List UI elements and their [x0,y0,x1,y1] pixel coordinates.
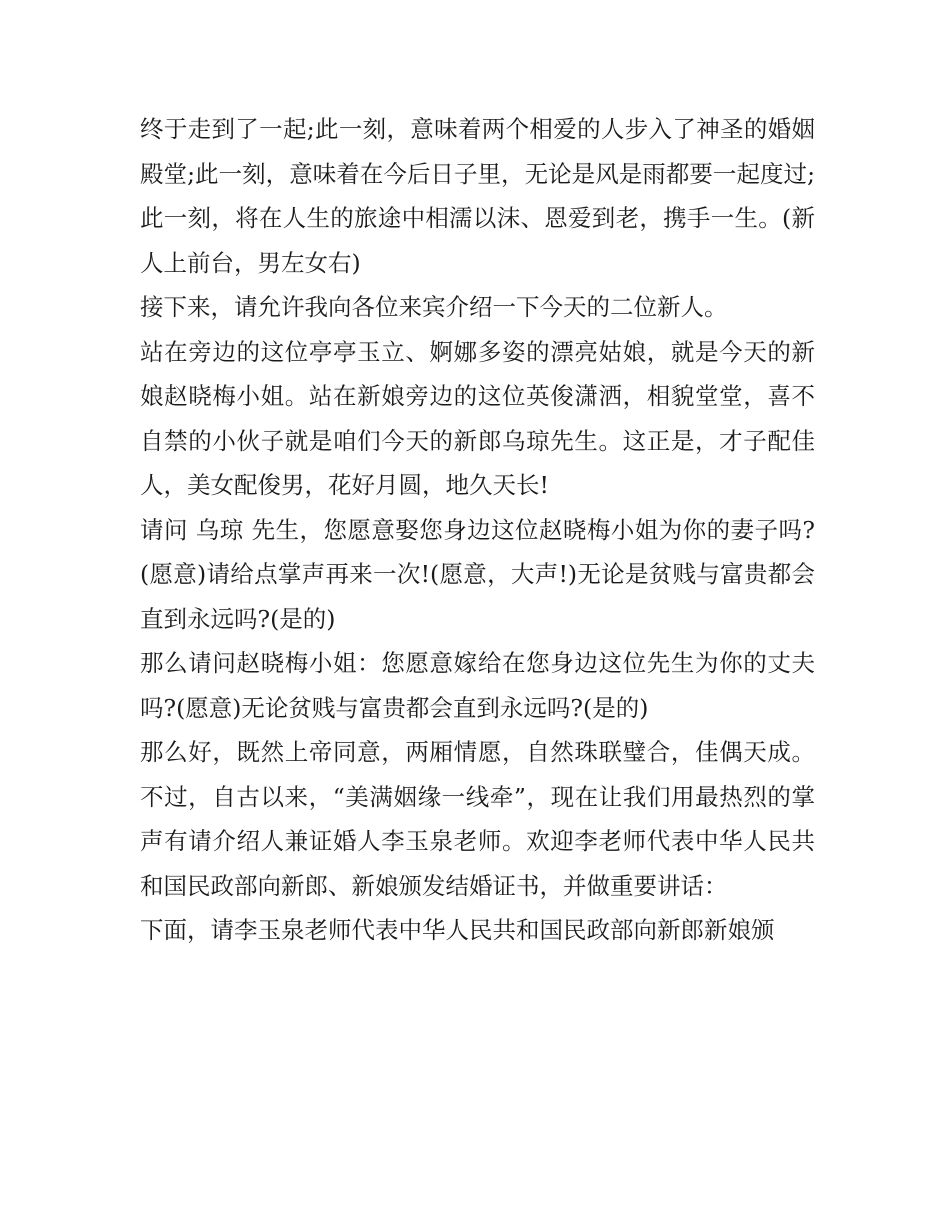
paragraph-introduce-couple: 接下来，请允许我向各位来宾介绍一下今天的二位新人。 [140,293,728,321]
paragraph-groom-vow: 请问 乌琼 先生，您愿意娶您身边这位赵晓梅小姐为你的妻子吗?(愿意)请给点掌声再来一次!(愿意，大声!)无论是贫贱与富贵都会直到永远吗?(是的) [140,515,815,633]
paragraph-witness-invite: 那么好，既然上帝同意，两厢情愿，自然珠联璧合，佳偶天成。不过，自古以来，“美满姻缘一线牵”，现在让我们用最热烈的掌声有请介绍人兼证婚人李玉泉老师。欢迎李老师代表中华人民共和国民政部向新郎、新娘颁发结婚证书，并做重要讲话： [140,738,815,900]
paragraph-certificate: 下面，请李玉泉老师代表中华人民共和国民政部向新郎新娘颁 [140,916,775,944]
paragraph-bride-vow: 那么请问赵晓梅小姐：您愿意嫁给在您身边这位先生为你的丈夫吗?(愿意)无论贫贱与富贵都会直到永远吗?(是的) [140,649,815,722]
document-body [140,107,815,953]
paragraph-ceremony-intro: 终于走到了一起;此一刻，意味着两个相爱的人步入了神圣的婚姻殿堂;此一刻，意味着在今后日子里，无论是风是雨都要一起度过;此一刻，将在人生的旅途中相濡以沫、恩爱到老，携手一生。(新人上前台，男左女右) [140,115,815,277]
paragraph-bride-groom: 站在旁边的这位亭亭玉立、婀娜多姿的漂亮姑娘，就是今天的新娘赵晓梅小姐。站在新娘旁边的这位英俊潇洒，相貌堂堂，喜不自禁的小伙子就是咱们今天的新郎乌琼先生。这正是，才子配佳人，美女配俊男，花好月圆，地久天长! [140,337,815,499]
